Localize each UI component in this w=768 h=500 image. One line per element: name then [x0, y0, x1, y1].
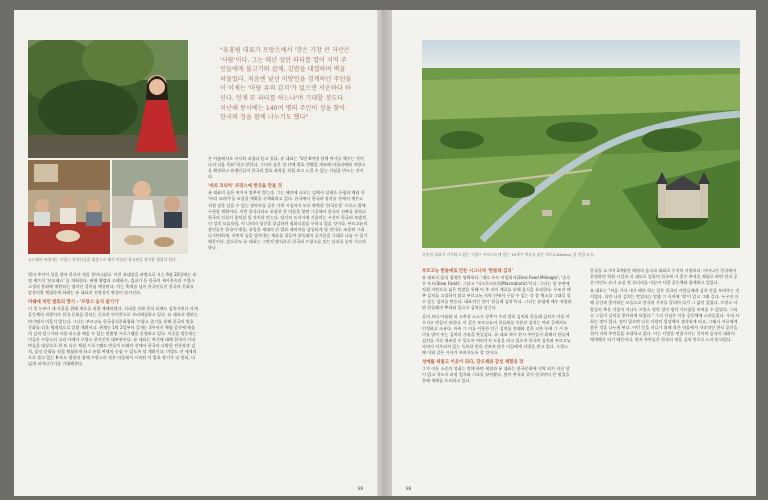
paragraph: 공의 보다 아름답 더 고추장 소스가 상추가 우리 발효 김치와 한들레 김치가 이를 어우지고 만들어 보았다. 이 같은 부르고뉴의 한들레를 이용한 김치는 여러 곳에서도 인정하고 소유다. 아주 그 이를 이용한 인근 김치를 전래와 같은 고풍 등에 그 시 풍미를 많이 주는 김치라 기술을 만들었다. 유 대표 역시 현지 주민들이 위해서 한들에 김치를 지속 제조할 수 있도록 여러가지 도움을 하고 있으며 한국의 김치와 부르고뉴 자연이 어우러져 있는 독특한 맛을 선보여 많은 이들에게 사랑을 받고 있다. 프랑스에 이와 같은 시사가 보여지도록 할 것이다.: [422, 313, 571, 356]
paragraph: 별의 주인이 성을 찾아 한국의 정을 찾아나섰다. 이런 유대감을 바탕으로 오는 6월 22일에는 유명 셰프의 '단오페스' 를 개최한다. 판매 행렬과 고레하기, 셀피기 등 한국의 세시풍속과 프랑스 고성의 풍취에 재현되는 엄마인 할머님 예상된다. 이는 축제를 넘어 한국인들이 한국의 문화를 말살이랑 체험하게 하려는 유 대표의 진정성이 완성이 당겨진다.: [28, 272, 197, 296]
photo-woman-in-garden: [28, 40, 188, 158]
right-page: [392, 10, 756, 496]
left-page: [14, 10, 377, 496]
photo-chateau-aerial: [422, 40, 740, 248]
paragraph: 이 성 농부가 새 자물을 위해 재요를 직접 재배하겠다. 지피할 진화 한식 브랜드 김치사된다 자게 공동체의 자랑이자 한국 문화를 알리는 중요한 아이콘으로 자리매김하고 있다. 유 대표의 행보는 여기에서 머물지 않는다. 그녀는 부르고뉴 한국음식문화협회 '프랑스 즐기를 통해 한국의 발효 문화를 더욱 체계적으로 알릴 계획이다. 현재는 1박 2일부터 길게는 3주까지 체험 공간에 매를 의 김치 담그기와 사용 리스용 배움 수 있는 맞춤형 프로그램을 운영하고 있다. 이곳을 방문하는 이들은 프랑스의 고리 사에서 프랑스 한지인이 대부분이다. 유 대표는 여기에 대해 한국의 시내야들을 대상으로 한 또 다른 체험 프로그램도 만들어 드레이 선에서 한국의 다양한 전통장과 김치, 음식 문화를 직접 체험하게 하고 유럽 여행의 중심 수 있도록 할 계획이다. 미발도 전 세계적으로 불고 있는 K-푸드 열풍과 함께 프랑스의 작은 마을에서 시작된 이 발효 향기가 더 멀리, 더 넓게 퍼져나가기를 기대해본다.: [28, 306, 198, 367]
photo-cooking-class: [28, 160, 110, 254]
pull-quote: "유홍림 대표가 프랑스에서 '망은 가장 큰 자산은 '사람'이다. 그는 매년 성탄 파티를 열어 지역 주민들에게 불고기와 잡채, 김밥을 대접하며 벽을 허물었다. 처음엔 낯선 이방인을 경계하던 주민들이 이제는 '마담 유의 김치'가 없으면 서운하다 하신다. 언제 또 파티를 하느냐'며 기대할 정도다. 지난해 봉사에는 140여 명의 주민이 성을 찾아 한국의 정을 함께 나누기도 했다": [220, 47, 352, 122]
section-heading: 부르고뉴 한들에로 만든 시그니처 '한들레 김치': [422, 269, 513, 274]
photo-shared-meal: [112, 160, 188, 254]
section-heading: 성에를 허물고 이웃이 되다, 단오제와 감성 체험의 장: [422, 360, 524, 366]
right-column-2: [590, 268, 740, 345]
photo-caption-left: 오드레이 씨에게는 프랑스 현지인들을 대상으로 해서 만들던 한국판을 함사용 열었다 앞다.: [28, 257, 177, 262]
section-heading: '바리 코리아' 프랑스에 한국을 만들 것: [208, 184, 282, 190]
page-number-right: 88: [406, 486, 412, 491]
section-heading: 미쉐에 처민 발효의 향기 - '프랑스 음식 즐기기': [28, 300, 120, 306]
photo-caption-right: 유홍림 대표가 거주하고 있는 프랑스 부르고뉴에 있는 16세기 역사를 품은 샤토(Château) 성 전경 모습.: [422, 252, 595, 257]
page-number-left: 89: [358, 486, 364, 491]
page-gutter: [377, 10, 392, 496]
paragraph: 유 대표의 음식 철학은 명확하다. '제로 푸드 마일리지(Zero Food Mileage)', '슬로우 푸드(Slow Food)', 그리고 '미크로비오틱(Macrobiotic)'이다. 그녀는 성 주변에 직접 자란으로 넓은 텃밭을 통해 이 주 지의 재료를 통해 음식을 요리한다. 무조건 배추 김치를 고집하지 않고 부르고뉴 지역 인에서 구할 수 있는 각 종 채소를 그대로 할 수 있는 김치를 만든다. 대표적인 것이 '한들레 김치'이다. 그녀는 유럽에 매우 적합하면 한들레의 뿌리와 잎으로 김치를 담근다.: [422, 275, 572, 311]
paragraph: 그가 이룬 소중의 성취는 열매 하면 세월과 유 대표는 한국문화에 지역 외가 자선 당시 밝고 지도자 과정 일자와 기초를 닦아왔다. 봄이 추석과 같이 한국만의 큰 명절을 통해 제례를 도모하고 있다.: [422, 366, 570, 384]
left-column-2: [208, 156, 368, 253]
paragraph: 유 대표는 "처음 가서 내가 해야 하는 일은 한국인 사람들에게 김치 맛을 보여주는 것이었다. 다만 나의 김치는 맛있다는 말씀 그 사이에 '정'이 있고 그래 길다. 누구의 이해 공간과 좋아하는 모습으로 한국의 가치를 알리며 다가 그 삶이 있었다. 프랑스 사람들이 추운 겨울이 지나도 프랑스 정원 성의 생각 가르침을 보여줄 수 있었다. 그리고 그들이 김치를 좋아하게 되었다." 그의 진심은 이웃 공동체에 스며들었다. 우리 사회는 정이 있다. 정이 있으면 다른 사람의 입장에서 생각하게 되고, 그래서 서로에게 좋은 것을 나누게 된다. 이런 뜻을 지니기 위해 작은 마을에서 지속적인 한식 공간을 열어 지역 주민들을 초대하고 있다. 이는 사람을 연결시키는 것이며 음식이 대화의 매개체가 되기 때문이다. 현지 주민들은 한국의 정을 김치 맛으로 느끼게 되었다.: [590, 288, 740, 343]
paragraph: 은 아름에서도 서서히 퍼졌다 듣고 있다. 유 대표는 "1만 6여명 업체 여가를 채우는 것이 나의 다음 목표"라고 말한다. 그녀의 꿈은 성 안에 발효 견했을 개조해 아틀리에와 지방고를 확장하고 유령인들이 한국의 발효 과학을 직접 보고 느낄 수 있는 거점을 만드는 것이다.: [208, 156, 366, 180]
paragraph: 유 대표의 꿈은 여기서 멈추지 않는다. 그는 해안에 나오는 김에서 실제로 수평과 매리 자 '바리 코리아'를 조성할 계획을 구체화하고 있다. 한국에서 한국과 정자를 등에서 세우고 직접 장을 담을 수 있는 장아카를 같은 가치 시설까지 모든 완벽한 '한국문물' 프로스 발에 구현할 계획이다. 이런 한식나라도 포함한 한 마음을 열면 그곳에서 한국의 진짜를 통하고 한국의 진실이 꽃처럼 될 것이라 믿는다. 당신의 도자기에 기울이는 시선이 한국의 모범적인 성의 모습처럼, 이 나라의 정신을 공감하며 평화로움을 구하고 있을 것이다. 부르고뉴의 장인들은 한국이 배울, 유일한 세대의 간 발효 제작자를 감상하게 될 것이다. 조용히 그러나 단단하게, 자연의 숨을 담아내는 재료를 곁들여 장독대의 즐거움을 그대로 나눌 수 있기 때문이다. 앞으로도 유 대표는 그만의 방식으로 한국과 프랑스를 잇는 다리를 놓아 가고자 한다.: [208, 190, 368, 251]
right-column-1: [422, 268, 572, 387]
left-column-1: [28, 272, 198, 369]
paragraph: 한국을 모기며 3개월간 매월의 음식과 대화로 무지의 사랑하다. 어머니가 한국에서 운영하던 학원 시절의 식 대모로 일하며 한국에 가 좋은 추석을 체험로 하면 한지 공간 마인드 요가 교실 및 로터리를 이끌어 사랑 공동체와 함께하고 있었다.: [590, 268, 738, 286]
